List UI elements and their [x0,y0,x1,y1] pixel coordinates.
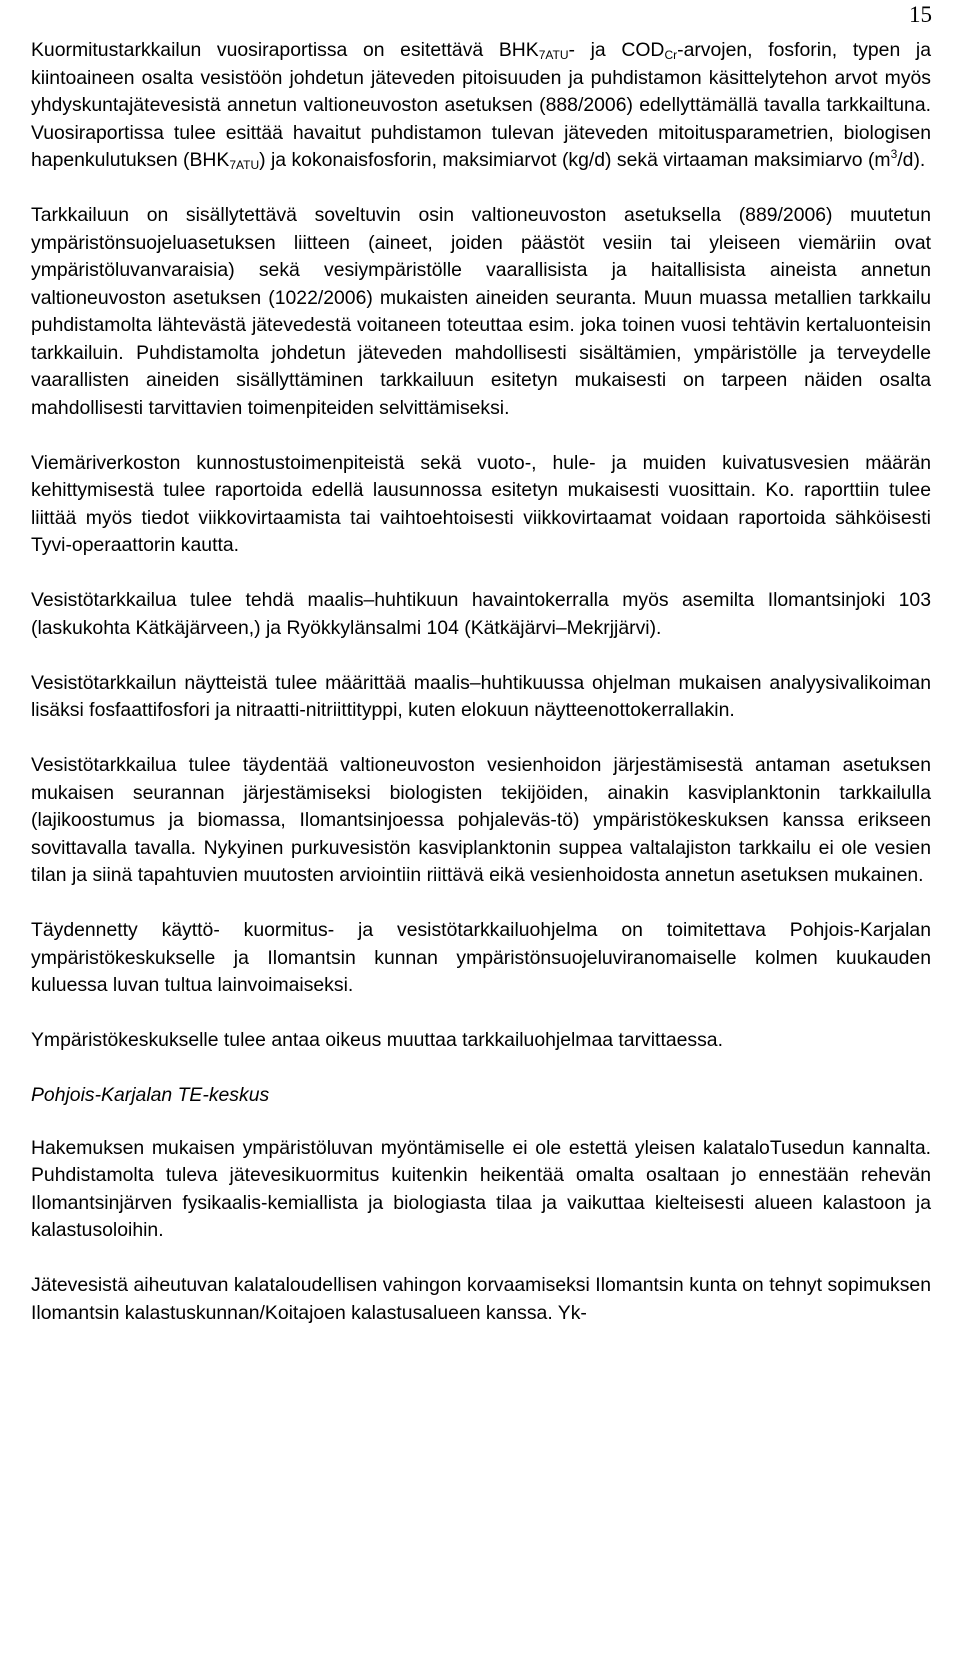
text-segment: - ja COD [568,39,665,61]
subscript: 7ATU [229,158,260,172]
text-segment: -arvojen, fosforin, typen ja kiintoaineen osalta vesistöön johdetun jäteveden pitoisuuden ja puhdistamon käsittelytehon arvot myös yhdyskuntajätevesistä annetun valtioneuvoston asetuksen (888/2006) edellyttämällä tavalla tarkkailtuna. Vuosiraportissa tulee esittää havaitut puhdistamon tulevan jäteveden mitoitusparametrien, biologisen hapenkulutuksen (BHK [31,39,931,171]
paragraph-reporting-requirements [31,37,931,175]
text-segment: ) ja kokonaisfosforin, maksimiarvot (kg/d) sekä virtaaman maksimiarvo (m [259,149,891,171]
document-body [31,37,931,1355]
paragraph-hazardous-substances: Tarkkailuun on sisällytettävä soveltuvin osin valtioneuvoston asetuksella (889/2006) muutetun ympäristönsuojeluasetuksen liitteen (aineet, joiden päästöt vesiin tai yleiseen viemäriin ovat ympäristöluvanvaraisia) sekä vesiympäristölle vaarallisista ja haitallisista aineista annetun valtioneuvoston asetuksen (1022/2006) mukaisten aineiden seuranta. Muun muassa metallien tarkkailu puhdistamolta lähtevästä jätevedestä voitaneen toteuttaa esim. joka toinen vuosi tehtävin kertaluonteisin tarkkailuin. Puhdistamolta johdetun jäteveden mahdollisesti sisältämien, ympäristölle ja terveydelle vaarallisten aineiden sisällyttäminen tarkkailuun esitetyn mukaisesti on tarpeen näiden osalta mahdollisesti tarvittavien toimenpiteiden selvittämiseksi. [31,204,931,419]
text-segment: /d). [897,149,926,171]
paragraph-water-monitoring-stations: Vesistötarkkailua tulee tehdä maalis–huhtikuun havaintokerralla myös asemilta Ilomantsinjoki 103 (laskukohta Kätkäjärveen,) ja Ryökkylänsalmi 104 (Kätkäjärvi–Mekrjjärvi). [31,589,931,639]
paragraph-sewer-network: Viemäriverkoston kunnostustoimenpiteistä sekä vuoto-, hule- ja muiden kuivatusvesien määrän kehittymisestä tulee raportoida edellä lausunnossa esitetyn mukaisesti vuosittain. Ko. raporttiin tulee liittää myös tiedot viikkovirtaamista tai vaihtoehtoisesti viikkovirtaamat voidaan raportoida sähköisesti Tyvi-operaattorin kautta. [31,451,931,556]
paragraph-biological-monitoring: Vesistötarkkailua tulee täydentää valtioneuvoston vesienhoidon järjestämisestä antaman asetuksen mukaisen seurannan järjestämiseksi biologisten tekijöiden, ainakin kasviplanktonin tarkkailulla (lajikoostumus ja biomassa, Ilomantsinjoessa pohjaleväs-tö) ympäristökeskuksen kanssa erikseen sovittavalla tavalla. Nykyinen purkuvesistön kasviplanktonin suppea valtalajiston tarkkailu ei ole vesien tilan ja siinä tapahtuvien muutosten arviointiin riittävä eikä vesienhoidosta annetun asetuksen mukainen. [31,754,931,886]
paragraph-compensation-agreement: Jätevesistä aiheutuvan kalataloudellisen vahingon korvaamiseksi Ilomantsin kunta on tehnyt sopimuksen Ilomantsin kalastuskunnan/Koitajoen kalastusalueen kanssa. Yk- [31,1274,931,1324]
paragraph-program-submission: Täydennetty käyttö- kuormitus- ja vesistötarkkailuohjelma on toimitettava Pohjois-Karjalan ympäristökeskukselle ja Ilomantsin kunnan ympäristönsuojeluviranomaiselle kolmen kuukauden kuluessa luvan tultua lainvoimaiseksi. [31,919,931,996]
paragraph-sample-analysis: Vesistötarkkailun näytteistä tulee määrittää maalis–huhtikuussa ohjelman mukaisen analyysivalikoiman lisäksi fosfaattifosfori ja nitraatti-nitriittityppi, kuten elokuun näytteenottokerrallakin. [31,671,931,721]
paragraph-fisheries-statement: Hakemuksen mukaisen ympäristöluvan myöntämiselle ei ole estettä yleisen kalataloTusedun kannalta. Puhdistamolta tuleva jätevesikuormitus kuitenkin heikentää omalta osaltaan jo ennestään rehevän Ilomantsinjärven fysikaalis-kemiallista ja biologiasta tilaa ja vaikuttaa kielteisesti alueen kalastoon ja kalastusoloihin. [31,1136,931,1241]
paragraph-program-changes: Ympäristökeskukselle tulee antaa oikeus muuttaa tarkkailuohjelmaa tarvittaessa. [31,1029,723,1051]
page-number: 15 [909,2,932,27]
subscript: 7ATU [538,48,569,62]
subscript: Cr [664,48,678,62]
section-heading: Pohjois-Karjalan TE-keskus [31,1084,270,1106]
text-segment: Kuormitustarkkailun vuosiraportissa on esitettävä BHK [31,39,539,61]
superscript: 3 [890,147,898,161]
